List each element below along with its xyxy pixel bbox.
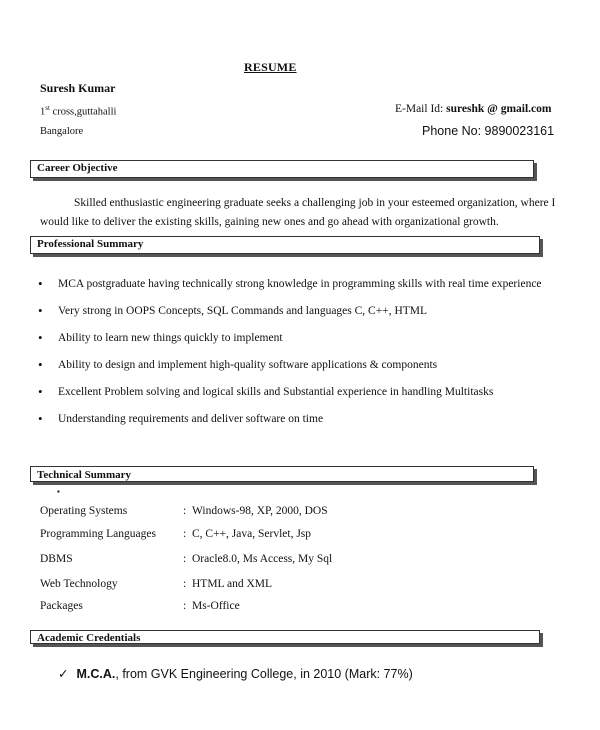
email: E-Mail Id: sureshk @ gmail.com xyxy=(395,103,552,115)
stray-bullet: ▪ xyxy=(57,487,60,496)
candidate-name: Suresh Kumar xyxy=(40,81,116,95)
list-item: • Understanding requirements and deliver software on time xyxy=(38,411,324,426)
check-icon: ✓ xyxy=(58,667,69,681)
academic-credentials-heading: Academic Credentials xyxy=(30,630,540,644)
address-line-1: 1st cross,guttahalli xyxy=(40,104,117,118)
phone: Phone No: 9890023161 xyxy=(422,124,555,138)
technical-summary-heading: Technical Summary xyxy=(30,466,534,482)
professional-summary-list xyxy=(38,275,588,437)
list-item: • Ability to design and implement high-quality software applications & components xyxy=(38,357,438,372)
career-objective-heading: Career Objective xyxy=(30,160,534,178)
career-objective-text: Skilled enthusiastic engineering graduate seeks a challenging job in your esteemed organization, where I would like to deliver the existing skills, gaining new ones and go ahead with organizational growth. xyxy=(40,197,556,228)
list-item: • Ability to learn new things quickly to implement xyxy=(38,330,283,345)
professional-summary-heading: Professional Summary xyxy=(30,236,540,254)
list-item: • MCA postgraduate having technically strong knowledge in programming skills with real time experience xyxy=(38,276,542,291)
academic-entry: ✓ M.C.A., from GVK Engineering College, in 2010 (Mark: 77%) xyxy=(58,667,413,681)
address-line-2: Bangalore xyxy=(40,126,84,137)
list-item: • Excellent Problem solving and logical skills and Substantial experience in handling Multitasks xyxy=(38,384,494,399)
resume-title: RESUME xyxy=(244,60,297,74)
list-item: • Very strong in OOPS Concepts, SQL Commands and languages C, C++, HTML xyxy=(38,303,428,318)
